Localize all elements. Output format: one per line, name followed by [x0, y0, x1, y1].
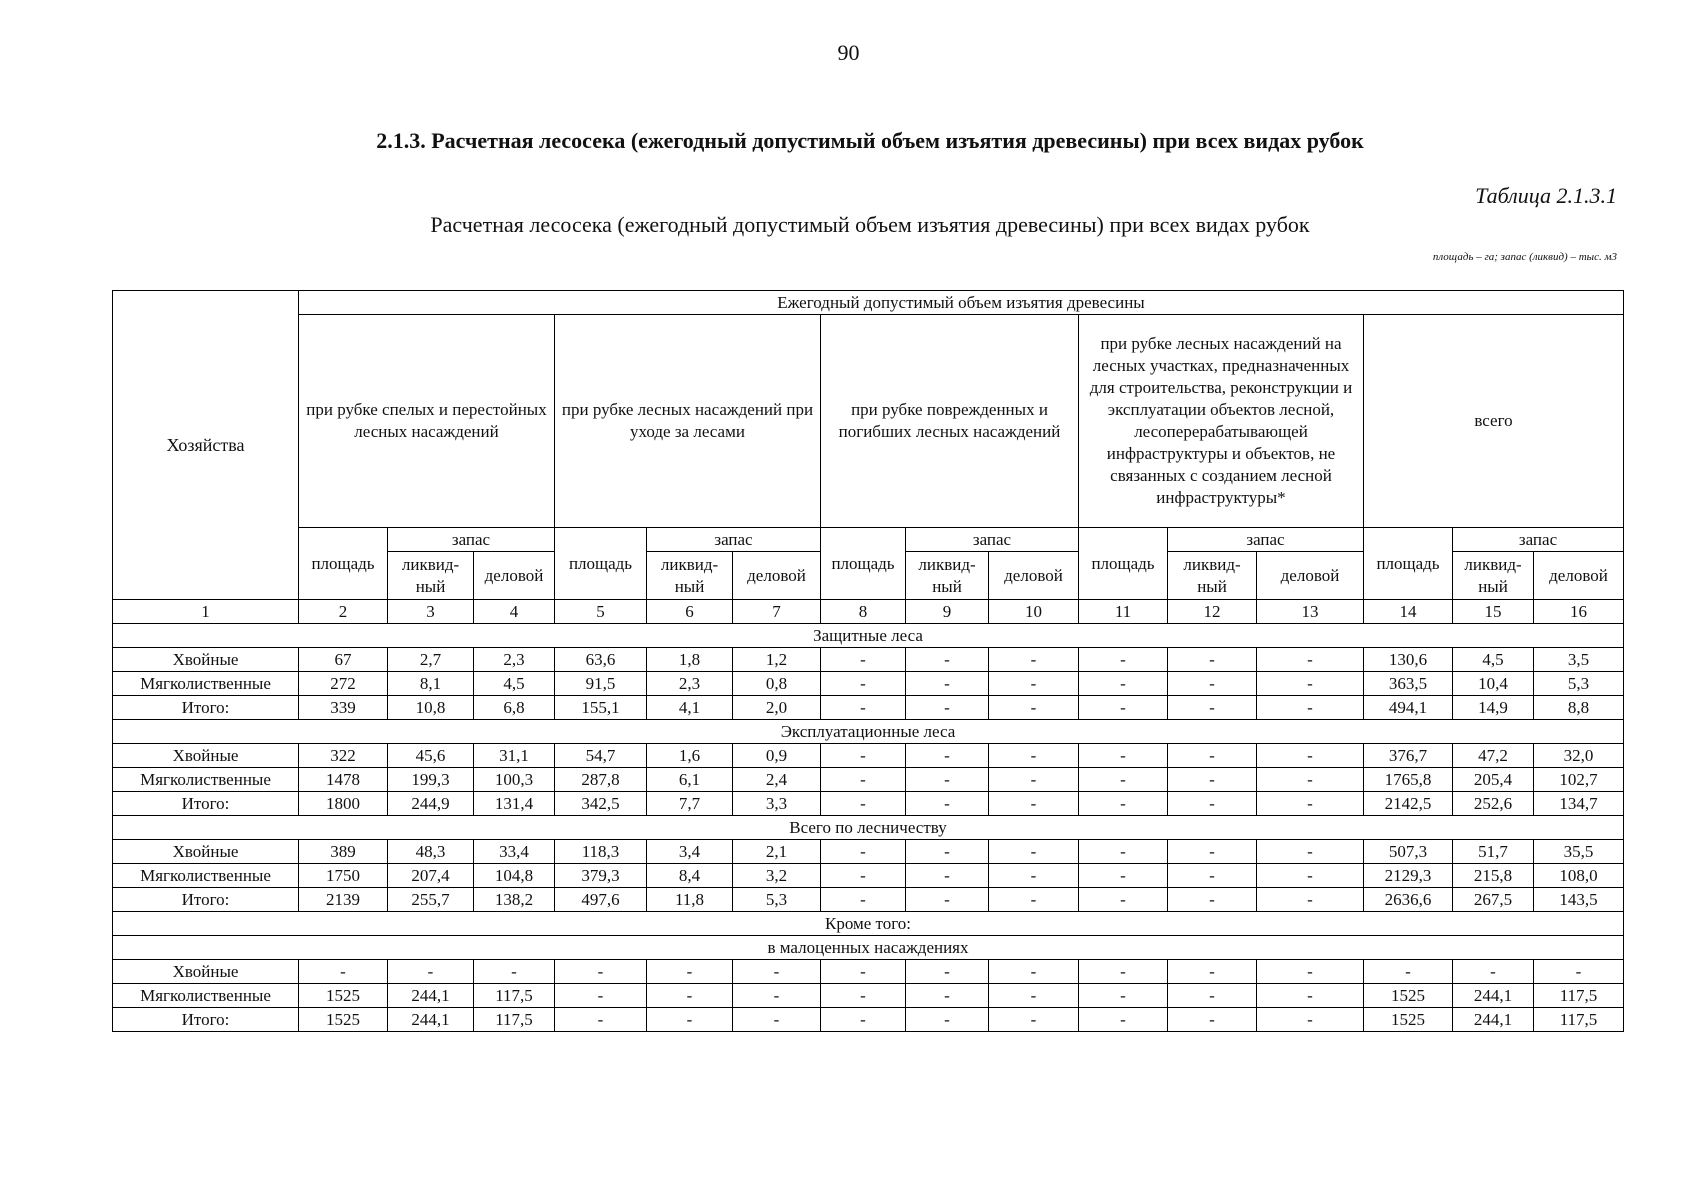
data-cell: 2,0: [733, 696, 821, 720]
header-group-damaged: при рубке поврежденных и погибших лесных насаждений: [821, 315, 1079, 528]
data-cell: 1,8: [647, 648, 733, 672]
data-cell: 244,1: [1453, 1008, 1534, 1032]
data-cell: -: [1079, 960, 1168, 984]
data-cell: -: [906, 768, 989, 792]
data-cell: -: [1168, 864, 1257, 888]
column-number-cell: 15: [1453, 600, 1534, 624]
table-row: [113, 768, 1624, 792]
data-cell: 244,9: [388, 792, 474, 816]
header-top: Ежегодный допустимый объем изъятия древесины: [299, 291, 1624, 315]
data-cell: -: [1168, 1008, 1257, 1032]
row-name-cell: Хвойные: [113, 840, 299, 864]
data-cell: -: [1079, 648, 1168, 672]
data-cell: 1478: [299, 768, 388, 792]
column-number-cell: 10: [989, 600, 1079, 624]
data-cell: -: [1257, 696, 1364, 720]
data-cell: -: [647, 960, 733, 984]
section-title-cell: Кроме того:: [113, 912, 1624, 936]
data-cell: -: [989, 984, 1079, 1008]
data-cell: -: [1168, 744, 1257, 768]
data-cell: 244,1: [1453, 984, 1534, 1008]
data-cell: 54,7: [555, 744, 647, 768]
data-cell: -: [1079, 888, 1168, 912]
data-cell: -: [989, 648, 1079, 672]
data-cell: -: [555, 984, 647, 1008]
data-cell: 10,4: [1453, 672, 1534, 696]
header-business: деловой: [989, 552, 1079, 600]
data-cell: -: [821, 984, 906, 1008]
data-cell: 507,3: [1364, 840, 1453, 864]
data-cell: 199,3: [388, 768, 474, 792]
header-liquid: ликвид-ный: [906, 552, 989, 600]
data-cell: -: [1257, 672, 1364, 696]
data-cell: 8,1: [388, 672, 474, 696]
data-cell: -: [555, 960, 647, 984]
data-cell: 131,4: [474, 792, 555, 816]
data-cell: 33,4: [474, 840, 555, 864]
data-cell: -: [1168, 840, 1257, 864]
data-cell: 1,6: [647, 744, 733, 768]
data-cell: 2129,3: [1364, 864, 1453, 888]
table-row: [113, 864, 1624, 888]
data-cell: -: [821, 792, 906, 816]
data-cell: -: [821, 672, 906, 696]
header-stock: запас: [906, 528, 1079, 552]
data-cell: -: [906, 744, 989, 768]
data-cell: 2139: [299, 888, 388, 912]
data-cell: 497,6: [555, 888, 647, 912]
data-cell: 1525: [299, 1008, 388, 1032]
header-business: деловой: [1257, 552, 1364, 600]
data-cell: -: [733, 960, 821, 984]
column-number-cell: 11: [1079, 600, 1168, 624]
data-cell: -: [1168, 672, 1257, 696]
data-cell: 118,3: [555, 840, 647, 864]
data-cell: 1,2: [733, 648, 821, 672]
header-stock: запас: [1453, 528, 1624, 552]
data-cell: 117,5: [1534, 984, 1624, 1008]
row-name-cell: Итого:: [113, 792, 299, 816]
data-cell: 389: [299, 840, 388, 864]
data-cell: -: [821, 960, 906, 984]
section-title-cell: Защитные леса: [113, 624, 1624, 648]
data-cell: -: [1257, 792, 1364, 816]
data-cell: -: [1168, 792, 1257, 816]
data-cell: 255,7: [388, 888, 474, 912]
data-cell: 10,8: [388, 696, 474, 720]
data-cell: 1750: [299, 864, 388, 888]
data-cell: 4,5: [474, 672, 555, 696]
table-row: [113, 648, 1624, 672]
header-group-mature: при рубке спелых и перестойных лесных насаждений: [299, 315, 555, 528]
harvest-table: [112, 290, 1624, 1032]
data-cell: -: [821, 1008, 906, 1032]
section-title-row: [113, 912, 1624, 936]
section-title-row: [113, 720, 1624, 744]
data-cell: -: [1257, 744, 1364, 768]
data-cell: -: [989, 744, 1079, 768]
data-cell: -: [989, 768, 1079, 792]
data-cell: -: [1257, 984, 1364, 1008]
header-area: площадь: [299, 528, 388, 600]
data-cell: 47,2: [1453, 744, 1534, 768]
data-cell: 3,2: [733, 864, 821, 888]
data-cell: 342,5: [555, 792, 647, 816]
data-cell: 51,7: [1453, 840, 1534, 864]
column-number-cell: 16: [1534, 600, 1624, 624]
data-cell: -: [821, 648, 906, 672]
column-number-cell: 3: [388, 600, 474, 624]
data-cell: 3,3: [733, 792, 821, 816]
data-cell: -: [906, 696, 989, 720]
data-cell: -: [1079, 744, 1168, 768]
data-cell: 244,1: [388, 1008, 474, 1032]
header-liquid: ликвид-ный: [1168, 552, 1257, 600]
data-cell: 205,4: [1453, 768, 1534, 792]
header-liquid: ликвид-ный: [647, 552, 733, 600]
data-cell: 117,5: [474, 984, 555, 1008]
table-row: [113, 696, 1624, 720]
data-cell: 143,5: [1534, 888, 1624, 912]
data-cell: -: [733, 1008, 821, 1032]
data-cell: 32,0: [1534, 744, 1624, 768]
data-cell: 2,1: [733, 840, 821, 864]
data-cell: -: [906, 960, 989, 984]
data-cell: -: [1257, 840, 1364, 864]
data-cell: 0,8: [733, 672, 821, 696]
section-title-cell: Эксплуатационные леса: [113, 720, 1624, 744]
row-name-cell: Итого:: [113, 1008, 299, 1032]
row-name-cell: Хвойные: [113, 648, 299, 672]
data-cell: -: [1168, 648, 1257, 672]
header-area: площадь: [821, 528, 906, 600]
data-cell: -: [821, 768, 906, 792]
data-cell: -: [299, 960, 388, 984]
data-cell: -: [821, 744, 906, 768]
data-cell: 2636,6: [1364, 888, 1453, 912]
table-caption: Расчетная лесосека (ежегодный допустимый объем изъятия древесины) при всех видах рубок: [430, 212, 1310, 237]
data-cell: 322: [299, 744, 388, 768]
data-cell: -: [1257, 960, 1364, 984]
data-cell: -: [1257, 888, 1364, 912]
units-note: площадь – га; запас (ликвид) – тыс. м3: [1432, 251, 1617, 263]
data-cell: -: [1079, 840, 1168, 864]
data-cell: 252,6: [1453, 792, 1534, 816]
data-cell: 67: [299, 648, 388, 672]
header-stock: запас: [647, 528, 821, 552]
data-cell: 6,8: [474, 696, 555, 720]
data-cell: 5,3: [1534, 672, 1624, 696]
data-cell: -: [1079, 1008, 1168, 1032]
section-title-row: [113, 624, 1624, 648]
data-cell: 207,4: [388, 864, 474, 888]
header-area: площадь: [1079, 528, 1168, 600]
data-cell: -: [647, 984, 733, 1008]
header-group-construction: при рубке лесных насаждений на лесных участках, предназначенных для строительства, реконструкции и эксплуатации объектов лесной, лесоперерабатывающей инфраструктуры и объектов, не связанных с созданием лесной инфраструктуры*: [1079, 315, 1364, 528]
data-cell: 35,5: [1534, 840, 1624, 864]
column-number-cell: 4: [474, 600, 555, 624]
row-name-cell: Мягколиственные: [113, 864, 299, 888]
data-cell: 6,1: [647, 768, 733, 792]
data-cell: 215,8: [1453, 864, 1534, 888]
data-cell: 48,3: [388, 840, 474, 864]
data-cell: 2,3: [474, 648, 555, 672]
data-cell: -: [1453, 960, 1534, 984]
data-cell: 134,7: [1534, 792, 1624, 816]
column-number-cell: 6: [647, 600, 733, 624]
data-cell: 244,1: [388, 984, 474, 1008]
data-cell: -: [1079, 696, 1168, 720]
column-number-cell: 7: [733, 600, 821, 624]
section-title-cell: в малоценных насаждениях: [113, 936, 1624, 960]
data-cell: -: [906, 888, 989, 912]
data-cell: -: [1079, 768, 1168, 792]
table-row: [113, 888, 1624, 912]
data-cell: 3,5: [1534, 648, 1624, 672]
data-cell: 104,8: [474, 864, 555, 888]
data-cell: 155,1: [555, 696, 647, 720]
data-cell: -: [989, 840, 1079, 864]
data-cell: -: [1168, 768, 1257, 792]
data-cell: 5,3: [733, 888, 821, 912]
data-cell: -: [906, 672, 989, 696]
column-number-cell: 9: [906, 600, 989, 624]
data-cell: -: [989, 960, 1079, 984]
data-cell: 117,5: [474, 1008, 555, 1032]
data-cell: -: [388, 960, 474, 984]
data-cell: -: [647, 1008, 733, 1032]
section-title-row: [113, 816, 1624, 840]
data-cell: 7,7: [647, 792, 733, 816]
data-cell: -: [821, 888, 906, 912]
data-cell: 102,7: [1534, 768, 1624, 792]
data-cell: -: [1168, 984, 1257, 1008]
data-cell: 8,8: [1534, 696, 1624, 720]
data-cell: 2,7: [388, 648, 474, 672]
data-cell: -: [1079, 672, 1168, 696]
row-name-cell: Итого:: [113, 696, 299, 720]
data-cell: -: [1257, 864, 1364, 888]
header-liquid: ликвид-ный: [388, 552, 474, 600]
data-cell: -: [1364, 960, 1453, 984]
header-farms: Хозяйства: [113, 291, 299, 600]
data-cell: -: [906, 1008, 989, 1032]
data-cell: -: [989, 888, 1079, 912]
data-cell: 4,1: [647, 696, 733, 720]
header-stock: запас: [1168, 528, 1364, 552]
header-area: площадь: [555, 528, 647, 600]
data-cell: -: [906, 648, 989, 672]
data-cell: 100,3: [474, 768, 555, 792]
row-name-cell: Мягколиственные: [113, 768, 299, 792]
section-title-row: [113, 936, 1624, 960]
data-cell: 63,6: [555, 648, 647, 672]
header-business: деловой: [1534, 552, 1624, 600]
data-cell: 0,9: [733, 744, 821, 768]
data-cell: 4,5: [1453, 648, 1534, 672]
data-cell: -: [906, 840, 989, 864]
column-number-cell: 8: [821, 600, 906, 624]
data-cell: 117,5: [1534, 1008, 1624, 1032]
data-cell: -: [989, 864, 1079, 888]
data-cell: -: [906, 792, 989, 816]
page-number: 90: [837, 40, 860, 65]
header-area: площадь: [1364, 528, 1453, 600]
data-cell: 91,5: [555, 672, 647, 696]
header-group-thinning: при рубке лесных насаждений при уходе за лесами: [555, 315, 821, 528]
data-cell: 494,1: [1364, 696, 1453, 720]
data-cell: 2142,5: [1364, 792, 1453, 816]
data-cell: -: [1534, 960, 1624, 984]
data-cell: 108,0: [1534, 864, 1624, 888]
data-cell: 287,8: [555, 768, 647, 792]
data-cell: -: [733, 984, 821, 1008]
data-cell: -: [1168, 696, 1257, 720]
data-cell: -: [821, 864, 906, 888]
data-cell: 31,1: [474, 744, 555, 768]
column-number-cell: 14: [1364, 600, 1453, 624]
data-cell: 45,6: [388, 744, 474, 768]
data-cell: 8,4: [647, 864, 733, 888]
data-cell: -: [1079, 792, 1168, 816]
section-title-cell: Всего по лесничеству: [113, 816, 1624, 840]
data-cell: 267,5: [1453, 888, 1534, 912]
table-row: [113, 984, 1624, 1008]
column-numbers-row: [113, 600, 1624, 624]
data-cell: -: [989, 672, 1079, 696]
data-cell: 138,2: [474, 888, 555, 912]
header-stock: запас: [388, 528, 555, 552]
data-cell: 2,4: [733, 768, 821, 792]
data-cell: -: [906, 864, 989, 888]
data-cell: -: [1079, 864, 1168, 888]
header-business: деловой: [474, 552, 555, 600]
data-cell: 1765,8: [1364, 768, 1453, 792]
data-cell: 3,4: [647, 840, 733, 864]
data-cell: -: [989, 792, 1079, 816]
table-row: [113, 960, 1624, 984]
data-cell: 376,7: [1364, 744, 1453, 768]
table-row: [113, 1008, 1624, 1032]
column-number-cell: 12: [1168, 600, 1257, 624]
column-number-cell: 5: [555, 600, 647, 624]
row-name-cell: Итого:: [113, 888, 299, 912]
data-cell: -: [1257, 648, 1364, 672]
data-cell: -: [474, 960, 555, 984]
row-name-cell: Мягколиственные: [113, 984, 299, 1008]
header-liquid: ликвид-ный: [1453, 552, 1534, 600]
data-cell: 363,5: [1364, 672, 1453, 696]
data-cell: -: [821, 696, 906, 720]
data-cell: 130,6: [1364, 648, 1453, 672]
data-cell: -: [555, 1008, 647, 1032]
data-cell: -: [1168, 888, 1257, 912]
section-title: 2.1.3. Расчетная лесосека (ежегодный допустимый объем изъятия древесины) при всех видах рубок: [376, 128, 1364, 153]
table-row: [113, 744, 1624, 768]
data-cell: -: [1168, 960, 1257, 984]
data-cell: -: [989, 1008, 1079, 1032]
data-cell: -: [989, 696, 1079, 720]
data-cell: -: [906, 984, 989, 1008]
data-cell: 1800: [299, 792, 388, 816]
header-business: деловой: [733, 552, 821, 600]
table-row: [113, 792, 1624, 816]
data-cell: 339: [299, 696, 388, 720]
header-group-total: всего: [1364, 315, 1624, 528]
table-row: [113, 672, 1624, 696]
data-cell: -: [1257, 768, 1364, 792]
column-number-cell: 13: [1257, 600, 1364, 624]
data-cell: 1525: [1364, 984, 1453, 1008]
data-cell: 1525: [1364, 1008, 1453, 1032]
data-cell: 2,3: [647, 672, 733, 696]
row-name-cell: Мягколиственные: [113, 672, 299, 696]
column-number-cell: 1: [113, 600, 299, 624]
data-cell: 379,3: [555, 864, 647, 888]
row-name-cell: Хвойные: [113, 744, 299, 768]
data-cell: 11,8: [647, 888, 733, 912]
row-name-cell: Хвойные: [113, 960, 299, 984]
table-row: [113, 840, 1624, 864]
data-cell: 272: [299, 672, 388, 696]
data-cell: -: [1257, 1008, 1364, 1032]
data-cell: 14,9: [1453, 696, 1534, 720]
data-cell: -: [821, 840, 906, 864]
data-cell: -: [1079, 984, 1168, 1008]
data-cell: 1525: [299, 984, 388, 1008]
column-number-cell: 2: [299, 600, 388, 624]
table-number: Таблица 2.1.3.1: [1475, 183, 1617, 208]
